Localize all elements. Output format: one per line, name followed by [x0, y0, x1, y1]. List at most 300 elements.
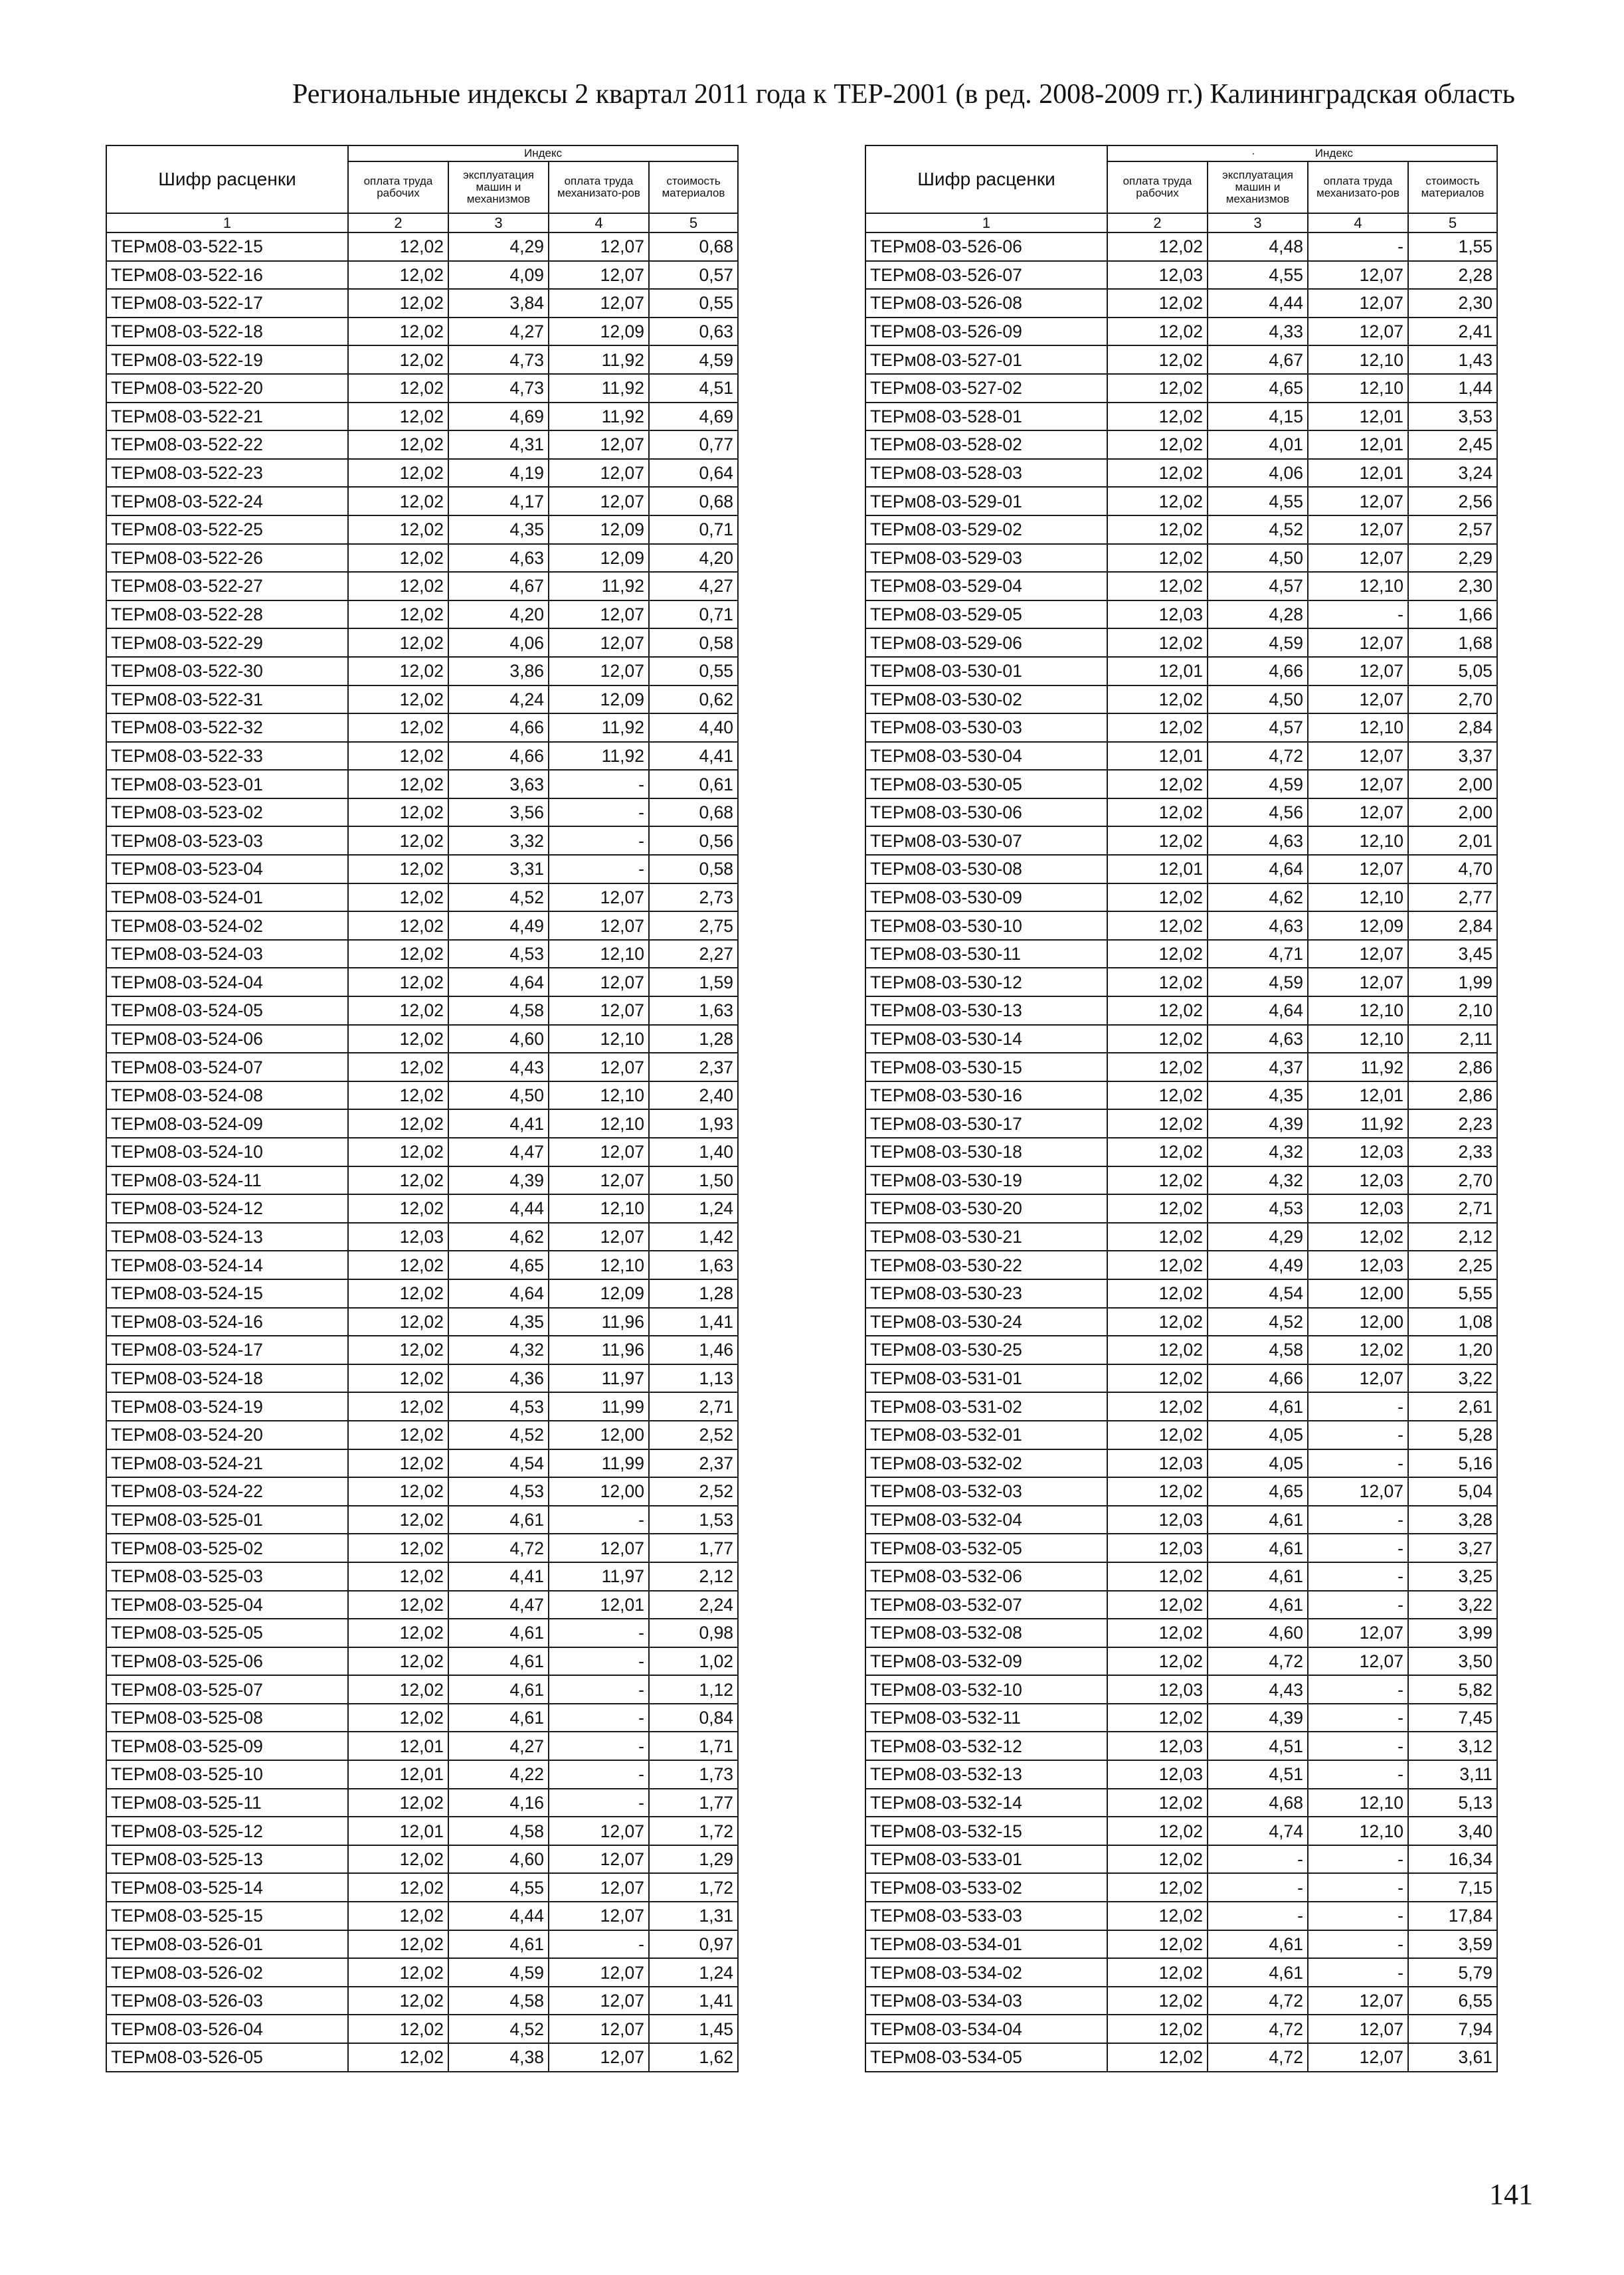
machines-index-cell: 4,55	[448, 1873, 549, 1902]
table-row	[865, 1562, 1497, 1591]
materials-index-cell: 1,44	[1408, 374, 1497, 403]
materials-index-cell: 0,58	[649, 855, 738, 883]
table-row	[865, 657, 1497, 685]
operators-index-cell: 12,10	[1308, 1817, 1408, 1845]
rate-code-cell: ТЕРм08-03-529-01	[865, 487, 1107, 515]
machines-index-cell: 4,47	[448, 1591, 549, 1619]
operators-index-cell: 12,07	[1308, 685, 1408, 714]
machines-index-cell: 4,55	[1208, 487, 1308, 515]
table-row	[106, 1138, 738, 1166]
machines-index-cell: 4,53	[448, 940, 549, 968]
operators-index-cell: 12,10	[1308, 996, 1408, 1025]
operators-index-cell: 12,10	[1308, 345, 1408, 374]
labor-index-cell: 12,02	[1107, 798, 1208, 827]
machines-index-cell: 4,48	[1208, 232, 1308, 261]
column-number: 1	[106, 213, 348, 232]
rate-code-cell: ТЕРм08-03-532-05	[865, 1534, 1107, 1562]
operators-index-cell: 12,07	[1308, 318, 1408, 346]
machines-index-cell: 4,61	[1208, 1591, 1308, 1619]
rate-code-cell: ТЕРм08-03-532-01	[865, 1421, 1107, 1449]
labor-index-cell: 12,02	[348, 1053, 448, 1081]
rate-code-cell: ТЕРм08-03-522-21	[106, 403, 348, 431]
index-group-header	[1107, 145, 1497, 161]
operators-index-cell: 12,07	[1308, 657, 1408, 685]
rate-code-cell: ТЕРм08-03-524-19	[106, 1392, 348, 1421]
rate-code-cell: ТЕРм08-03-524-12	[106, 1194, 348, 1223]
labor-index-cell: 12,02	[348, 855, 448, 883]
materials-index-cell: 2,30	[1408, 572, 1497, 600]
labor-index-cell: 12,02	[1107, 1109, 1208, 1138]
materials-index-cell: 3,28	[1408, 1506, 1497, 1534]
operators-index-cell: 12,07	[1308, 1619, 1408, 1647]
table-row	[865, 1534, 1497, 1562]
operators-index-cell: 11,92	[1308, 1109, 1408, 1138]
materials-index-cell: 0,63	[649, 318, 738, 346]
table-row	[865, 345, 1497, 374]
materials-index-cell: 3,50	[1408, 1647, 1497, 1676]
operators-index-cell: -	[1308, 1845, 1408, 1874]
machines-index-cell: 4,15	[1208, 403, 1308, 431]
table-row	[865, 2015, 1497, 2043]
labor-index-cell: 12,02	[1107, 713, 1208, 742]
materials-index-cell: 1,24	[649, 1958, 738, 1987]
labor-index-cell: 12,02	[1107, 968, 1208, 996]
machines-index-cell: 4,65	[1208, 374, 1308, 403]
operators-index-cell: 12,07	[549, 261, 649, 290]
materials-index-cell: 5,28	[1408, 1421, 1497, 1449]
machines-index-cell: 4,61	[1208, 1392, 1308, 1421]
labor-index-cell: 12,02	[1107, 403, 1208, 431]
operators-index-cell: -	[549, 1930, 649, 1959]
rate-code-cell: ТЕРм08-03-531-01	[865, 1364, 1107, 1393]
machines-index-cell: 4,44	[448, 1902, 549, 1930]
operators-index-cell: 12,01	[1308, 459, 1408, 488]
machines-index-cell: 4,61	[1208, 1506, 1308, 1534]
table-row	[865, 403, 1497, 431]
machines-index-cell: 4,55	[1208, 261, 1308, 290]
operators-index-cell: 12,07	[549, 430, 649, 459]
table-row	[106, 1421, 738, 1449]
materials-index-cell: 5,55	[1408, 1279, 1497, 1308]
machines-index-cell: 4,58	[448, 996, 549, 1025]
rate-code-cell: ТЕРм08-03-530-02	[865, 685, 1107, 714]
materials-index-cell: 2,86	[1408, 1081, 1497, 1110]
rate-code-cell: ТЕРм08-03-524-14	[106, 1251, 348, 1279]
operators-index-cell: 12,07	[1308, 798, 1408, 827]
operators-index-cell: 12,01	[1308, 430, 1408, 459]
materials-index-cell: 0,77	[649, 430, 738, 459]
rate-code-cell: ТЕРм08-03-525-01	[106, 1506, 348, 1534]
table-row	[106, 600, 738, 629]
machines-index-cell: 4,61	[1208, 1958, 1308, 1987]
rate-code-cell: ТЕРм08-03-525-12	[106, 1817, 348, 1845]
rate-code-cell: ТЕРм08-03-522-18	[106, 318, 348, 346]
operators-index-cell: 12,10	[549, 1025, 649, 1053]
operators-index-cell: 12,00	[1308, 1279, 1408, 1308]
labor-index-cell: 12,02	[348, 289, 448, 318]
rate-code-cell: ТЕРм08-03-530-19	[865, 1166, 1107, 1195]
table-row	[106, 1279, 738, 1308]
rate-code-cell: ТЕРм08-03-525-03	[106, 1562, 348, 1591]
operators-index-cell: -	[1308, 1562, 1408, 1591]
labor-index-cell: 12,02	[348, 1279, 448, 1308]
rate-code-cell: ТЕРм08-03-529-04	[865, 572, 1107, 600]
rate-code-cell: ТЕРм08-03-533-01	[865, 1845, 1107, 1874]
rate-code-cell: ТЕРм08-03-534-02	[865, 1958, 1107, 1987]
materials-index-cell: 1,72	[649, 1817, 738, 1845]
labor-index-cell: 12,02	[348, 544, 448, 573]
column-number: 3	[1208, 213, 1308, 232]
materials-index-cell: 2,12	[649, 1562, 738, 1591]
operators-index-cell: 12,00	[549, 1421, 649, 1449]
machines-index-cell: 4,64	[1208, 996, 1308, 1025]
machines-index-cell: 4,66	[448, 713, 549, 742]
machines-index-cell: 4,59	[1208, 628, 1308, 657]
materials-index-cell: 3,99	[1408, 1619, 1497, 1647]
labor-index-cell: 12,03	[1107, 1506, 1208, 1534]
operators-index-cell: 12,07	[549, 1902, 649, 1930]
operators-index-cell: 12,07	[549, 289, 649, 318]
materials-index-cell: 1,31	[649, 1902, 738, 1930]
materials-index-cell: 2,00	[1408, 798, 1497, 827]
rate-code-cell: ТЕРм08-03-530-16	[865, 1081, 1107, 1110]
labor-index-cell: 12,02	[348, 911, 448, 940]
labor-index-cell: 12,02	[348, 685, 448, 714]
table-row	[106, 1308, 738, 1336]
machines-index-cell: 4,36	[448, 1364, 549, 1393]
table-row	[865, 911, 1497, 940]
materials-index-cell: 1,40	[649, 1138, 738, 1166]
materials-index-cell: 2,41	[1408, 318, 1497, 346]
operators-index-cell: 12,07	[1308, 2043, 1408, 2072]
table-row	[106, 544, 738, 573]
table-row	[865, 1987, 1497, 2015]
machines-index-cell: 4,39	[448, 1166, 549, 1195]
rate-code-cell: ТЕРм08-03-530-03	[865, 713, 1107, 742]
materials-index-cell: 4,20	[649, 544, 738, 573]
materials-index-cell: 3,24	[1408, 459, 1497, 488]
rate-code-cell: ТЕРм08-03-525-07	[106, 1675, 348, 1704]
column-number: 4	[549, 213, 649, 232]
table-row	[106, 572, 738, 600]
rate-code-cell: ТЕРм08-03-530-25	[865, 1336, 1107, 1364]
labor-index-cell: 12,02	[1107, 345, 1208, 374]
labor-index-cell: 12,02	[1107, 1477, 1208, 1506]
materials-index-cell: 1,41	[649, 1308, 738, 1336]
rate-code-cell: ТЕРм08-03-526-05	[106, 2043, 348, 2072]
rate-code-cell: ТЕРм08-03-522-33	[106, 742, 348, 771]
materials-index-cell: 3,22	[1408, 1591, 1497, 1619]
machines-index-cell: 4,67	[448, 572, 549, 600]
rate-code-cell: ТЕРм08-03-529-05	[865, 600, 1107, 629]
operators-index-cell: 12,07	[1308, 1647, 1408, 1676]
labor-index-cell: 12,02	[348, 572, 448, 600]
machines-index-cell: 4,63	[1208, 826, 1308, 855]
materials-index-cell: 1,93	[649, 1109, 738, 1138]
machines-index-cell: 4,72	[1208, 742, 1308, 771]
machines-index-cell: 4,05	[1208, 1421, 1308, 1449]
machines-index-cell: 4,57	[1208, 572, 1308, 600]
materials-index-cell: 3,61	[1408, 2043, 1497, 2072]
machines-index-cell: 3,63	[448, 770, 549, 798]
rate-code-cell: ТЕРм08-03-525-05	[106, 1619, 348, 1647]
machines-index-cell: 4,66	[1208, 657, 1308, 685]
table-row	[865, 600, 1497, 629]
table-row	[106, 2015, 738, 2043]
rate-code-cell: ТЕРм08-03-530-20	[865, 1194, 1107, 1223]
materials-index-cell: 5,16	[1408, 1449, 1497, 1478]
labor-index-cell: 12,02	[1107, 1704, 1208, 1732]
operators-index-cell: 11,92	[549, 742, 649, 771]
page-number: 141	[1489, 2178, 1533, 2211]
rate-code-cell: ТЕРм08-03-530-15	[865, 1053, 1107, 1081]
machines-index-cell: 4,50	[1208, 685, 1308, 714]
table-row	[865, 1449, 1497, 1478]
machines-index-cell: 4,01	[1208, 430, 1308, 459]
operators-index-cell: 12,07	[1308, 544, 1408, 573]
operators-index-cell: 12,07	[1308, 289, 1408, 318]
materials-index-cell: 0,71	[649, 515, 738, 544]
materials-index-cell: 2,30	[1408, 289, 1497, 318]
operators-index-cell: -	[549, 1506, 649, 1534]
materials-index-cell: 7,94	[1408, 2015, 1497, 2043]
labor-index-cell: 12,02	[348, 1477, 448, 1506]
rate-code-cell: ТЕРм08-03-532-13	[865, 1760, 1107, 1789]
table-row	[865, 2043, 1497, 2072]
table-row	[106, 2043, 738, 2072]
labor-index-cell: 12,02	[348, 1081, 448, 1110]
operators-index-cell: 12,07	[1308, 628, 1408, 657]
table-row	[865, 1336, 1497, 1364]
operators-index-cell: 12,07	[1308, 770, 1408, 798]
labor-index-cell: 12,02	[348, 459, 448, 488]
operators-index-cell: 12,07	[1308, 1987, 1408, 2015]
table-row	[865, 1732, 1497, 1760]
labor-index-cell: 12,02	[1107, 1817, 1208, 1845]
machines-index-cell: 4,72	[1208, 1647, 1308, 1676]
operators-index-cell: -	[549, 855, 649, 883]
operators-index-cell: 12,09	[549, 544, 649, 573]
materials-index-cell: 1,59	[649, 968, 738, 996]
labor-index-cell: 12,02	[348, 1308, 448, 1336]
materials-index-cell: 1,46	[649, 1336, 738, 1364]
column-number: 1	[865, 213, 1107, 232]
labor-index-cell: 12,02	[348, 232, 448, 261]
rate-code-cell: ТЕРм08-03-532-03	[865, 1477, 1107, 1506]
labor-index-cell: 12,02	[348, 1166, 448, 1195]
operators-index-cell: 12,07	[1308, 1477, 1408, 1506]
operators-index-cell: 12,07	[1308, 968, 1408, 996]
column-number: 2	[1107, 213, 1208, 232]
column-number: 5	[1408, 213, 1497, 232]
operators-index-cell: 12,07	[549, 911, 649, 940]
labor-index-cell: 12,02	[348, 1873, 448, 1902]
labor-index-cell: 12,02	[1107, 430, 1208, 459]
rate-code-cell: ТЕРм08-03-532-06	[865, 1562, 1107, 1591]
rate-code-cell: ТЕРм08-03-524-13	[106, 1223, 348, 1251]
table-row	[865, 1817, 1497, 1845]
operators-index-cell: 12,07	[1308, 1364, 1408, 1393]
rate-code-cell: ТЕРм08-03-532-09	[865, 1647, 1107, 1676]
machines-index-cell: 3,86	[448, 657, 549, 685]
rate-code-cell: ТЕРм08-03-524-09	[106, 1109, 348, 1138]
machines-index-cell: 4,51	[1208, 1760, 1308, 1789]
column-number: 5	[649, 213, 738, 232]
table-row	[106, 1392, 738, 1421]
labor-index-cell: 12,02	[1107, 1392, 1208, 1421]
labor-index-cell: 12,02	[348, 940, 448, 968]
operators-index-cell: 12,07	[549, 1987, 649, 2015]
labor-index-cell: 12,02	[348, 996, 448, 1025]
operators-index-cell: 12,10	[1308, 826, 1408, 855]
table-row	[865, 1958, 1497, 1987]
table-row	[106, 940, 738, 968]
labor-header: оплата труда рабочих	[348, 161, 448, 213]
labor-index-cell: 12,01	[1107, 742, 1208, 771]
materials-index-cell: 0,68	[649, 232, 738, 261]
materials-index-cell: 5,05	[1408, 657, 1497, 685]
materials-index-cell: 2,84	[1408, 911, 1497, 940]
table-row	[106, 1789, 738, 1817]
operators-index-cell: -	[1308, 1675, 1408, 1704]
rate-code-cell: ТЕРм08-03-522-16	[106, 261, 348, 290]
materials-index-cell: 4,40	[649, 713, 738, 742]
machines-index-cell: 4,27	[448, 1732, 549, 1760]
labor-index-cell: 12,02	[348, 515, 448, 544]
materials-index-cell: 1,20	[1408, 1336, 1497, 1364]
rate-code-cell: ТЕРм08-03-523-03	[106, 826, 348, 855]
machines-header: эксплуатация машин и механизмов	[1208, 161, 1308, 213]
index-table-left	[106, 145, 739, 2072]
operators-index-cell: 12,09	[549, 685, 649, 714]
labor-index-cell: 12,02	[1107, 544, 1208, 573]
operators-index-cell: -	[549, 1789, 649, 1817]
labor-index-cell: 12,03	[1107, 1732, 1208, 1760]
materials-index-cell: 0,57	[649, 261, 738, 290]
labor-index-cell: 12,02	[348, 1336, 448, 1364]
labor-index-cell: 12,02	[1107, 940, 1208, 968]
table-row	[106, 1506, 738, 1534]
table-row	[865, 1081, 1497, 1110]
rate-code-cell: ТЕРм08-03-533-02	[865, 1873, 1107, 1902]
table-row	[106, 374, 738, 403]
materials-index-cell: 2,33	[1408, 1138, 1497, 1166]
materials-index-cell: 7,45	[1408, 1704, 1497, 1732]
machines-index-cell: 4,19	[448, 459, 549, 488]
operators-index-cell: 11,92	[1308, 1053, 1408, 1081]
machines-index-cell: 4,61	[1208, 1562, 1308, 1591]
materials-index-cell: 1,50	[649, 1166, 738, 1195]
materials-index-cell: 2,56	[1408, 487, 1497, 515]
operators-index-cell: 12,07	[549, 1817, 649, 1845]
machines-index-cell: 4,32	[448, 1336, 549, 1364]
operators-index-cell: 11,96	[549, 1336, 649, 1364]
rate-code-cell: ТЕРм08-03-522-25	[106, 515, 348, 544]
rate-code-cell: ТЕРм08-03-522-26	[106, 544, 348, 573]
operators-index-cell: -	[1308, 1421, 1408, 1449]
labor-index-cell: 12,02	[1107, 1166, 1208, 1195]
machines-index-cell: 3,31	[448, 855, 549, 883]
table-row	[106, 1619, 738, 1647]
rate-code-cell: ТЕРм08-03-530-17	[865, 1109, 1107, 1138]
table-row	[865, 289, 1497, 318]
materials-index-cell: 0,64	[649, 459, 738, 488]
table-row	[865, 685, 1497, 714]
table-row	[106, 232, 738, 261]
materials-index-cell: 2,70	[1408, 685, 1497, 714]
operators-index-cell: 12,03	[1308, 1194, 1408, 1223]
labor-index-cell: 12,02	[348, 1619, 448, 1647]
operators-index-cell: -	[1308, 1704, 1408, 1732]
machines-index-cell: 4,53	[1208, 1194, 1308, 1223]
labor-index-cell: 12,03	[1107, 1534, 1208, 1562]
rate-code-cell: ТЕРм08-03-532-02	[865, 1449, 1107, 1478]
rate-code-cell: ТЕРм08-03-523-04	[106, 855, 348, 883]
table-row	[865, 1591, 1497, 1619]
rate-code-cell: ТЕРм08-03-526-07	[865, 261, 1107, 290]
page-title: Региональные индексы 2 квартал 2011 года к ТЕР-2001 (в ред. 2008-2009 гг.) Калининградская область	[292, 79, 1515, 110]
machines-index-cell: 4,22	[448, 1760, 549, 1789]
rate-code-cell: ТЕРм08-03-532-15	[865, 1817, 1107, 1845]
labor-index-cell: 12,02	[348, 826, 448, 855]
labor-index-cell: 12,02	[1107, 1053, 1208, 1081]
labor-index-cell: 12,02	[348, 487, 448, 515]
operators-index-cell: 12,07	[549, 232, 649, 261]
materials-index-cell: 0,55	[649, 289, 738, 318]
table-row	[106, 826, 738, 855]
materials-index-cell: 2,52	[649, 1421, 738, 1449]
materials-index-cell: 1,29	[649, 1845, 738, 1874]
materials-index-cell: 3,12	[1408, 1732, 1497, 1760]
labor-index-cell: 12,02	[348, 1364, 448, 1393]
rate-code-cell: ТЕРм08-03-530-14	[865, 1025, 1107, 1053]
rate-code-cell: ТЕРм08-03-524-16	[106, 1308, 348, 1336]
table-row	[106, 1675, 738, 1704]
table-row	[106, 318, 738, 346]
labor-index-cell: 12,02	[348, 1534, 448, 1562]
operators-index-cell: 12,09	[1308, 911, 1408, 940]
machines-index-cell: 4,71	[1208, 940, 1308, 968]
materials-index-cell: 0,55	[649, 657, 738, 685]
materials-index-cell: 16,34	[1408, 1845, 1497, 1874]
materials-index-cell: 5,79	[1408, 1958, 1497, 1987]
rate-code-cell: ТЕРм08-03-530-23	[865, 1279, 1107, 1308]
operators-index-cell: 12,07	[549, 2015, 649, 2043]
materials-index-cell: 4,41	[649, 742, 738, 771]
labor-index-cell: 12,02	[348, 1251, 448, 1279]
machines-index-cell: 4,24	[448, 685, 549, 714]
table-row	[865, 1506, 1497, 1534]
rate-code-cell: ТЕРм08-03-524-01	[106, 883, 348, 912]
rate-code-cell: ТЕРм08-03-534-04	[865, 2015, 1107, 2043]
machines-index-cell: 4,72	[1208, 2015, 1308, 2043]
materials-index-cell: 1,53	[649, 1506, 738, 1534]
rate-code-cell: ТЕРм08-03-525-10	[106, 1760, 348, 1789]
machines-index-cell: 4,17	[448, 487, 549, 515]
labor-index-cell: 12,03	[1107, 1675, 1208, 1704]
operators-index-cell: 12,03	[1308, 1166, 1408, 1195]
table-body	[865, 232, 1497, 2072]
table-row	[106, 261, 738, 290]
labor-index-cell: 12,02	[1107, 1958, 1208, 1987]
rate-code-cell: ТЕРм08-03-530-21	[865, 1223, 1107, 1251]
materials-index-cell: 4,59	[649, 345, 738, 374]
materials-index-cell: 1,28	[649, 1279, 738, 1308]
materials-index-cell: 5,82	[1408, 1675, 1497, 1704]
rate-code-cell: ТЕРм08-03-530-06	[865, 798, 1107, 827]
rate-code-cell: ТЕРм08-03-532-07	[865, 1591, 1107, 1619]
labor-index-cell: 12,02	[348, 1902, 448, 1930]
